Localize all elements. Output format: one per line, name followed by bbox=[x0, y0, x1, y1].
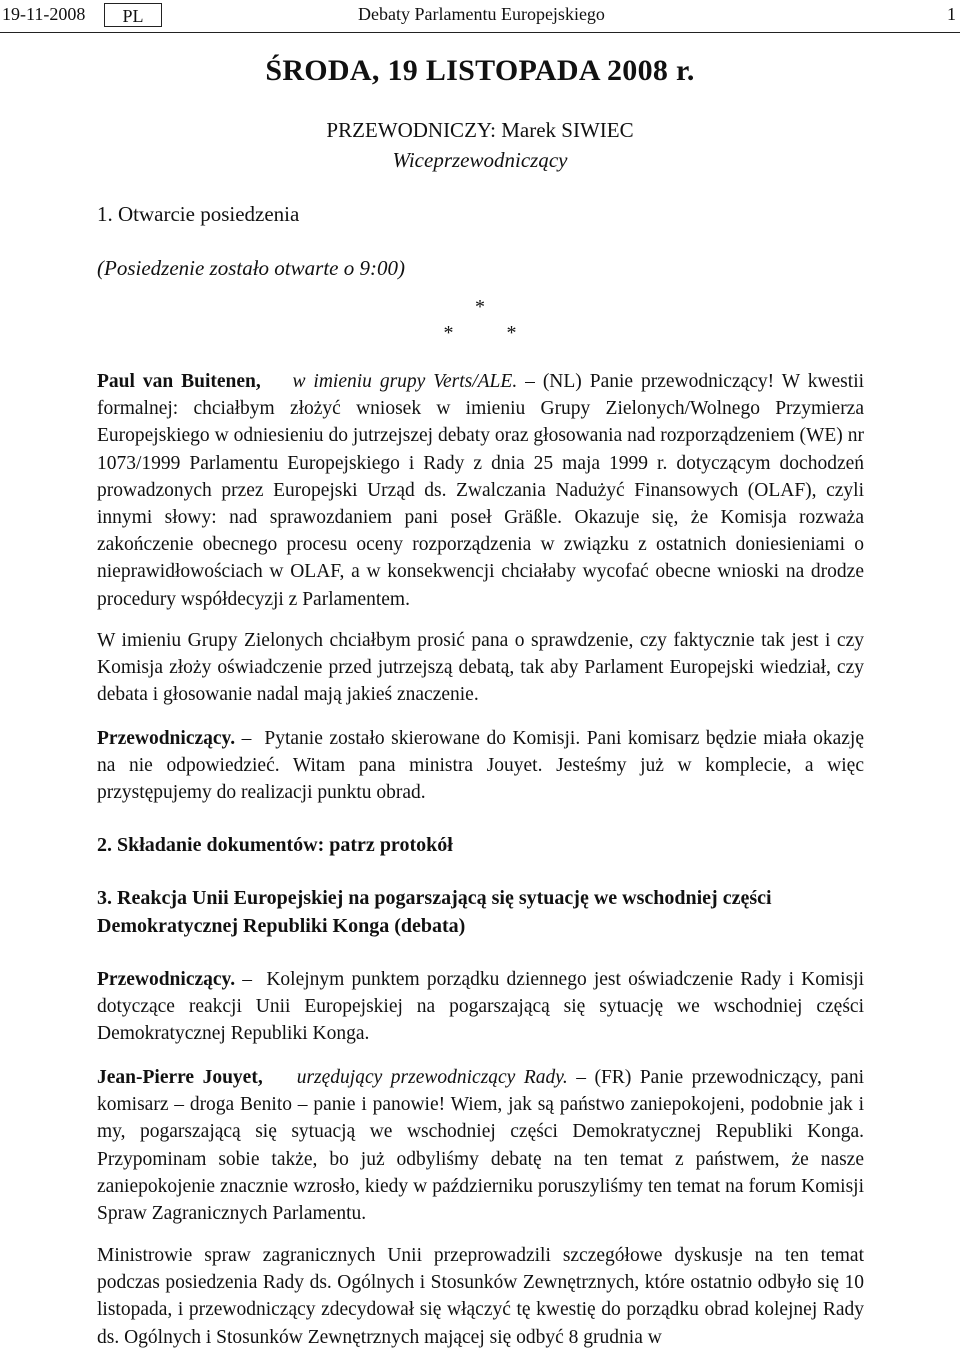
speaker-role: urzędujący przewodniczący Rady. bbox=[296, 1067, 568, 1088]
speech-chair-1 bbox=[97, 725, 864, 807]
language-prefix: – (FR) bbox=[576, 1067, 632, 1088]
agenda-item-2-title: 2. Składanie dokumentów: patrz protokół bbox=[97, 834, 453, 856]
header-divider bbox=[0, 32, 960, 33]
speaker-role: w imieniu grupy Verts/ALE. bbox=[292, 371, 518, 392]
language-prefix: – (NL) bbox=[525, 371, 582, 392]
chair-line: PRZEWODNICZY: Marek SIWIEC bbox=[326, 118, 634, 142]
separator-star-top: * bbox=[475, 296, 485, 318]
speaker-name: Przewodniczący. bbox=[97, 969, 236, 990]
speech-jouyet-continued: Ministrowie spraw zagranicznych Unii przeprowadzili szczegółowe dyskusje na ten temat podczas posiedzenia Rady ds. Ogólnych i Stosunków Zewnętrznych, które ostatnio odbyło się 10 listopada, i przewodniczący zdecydował się włączyć tę kwestię do porządku obrad kolejnej Rady ds. Ogólnych i Stosunków Zewnętrznych mającej się odbyć 8 grudnia w bbox=[97, 1245, 864, 1348]
speech-chair-2 bbox=[97, 966, 864, 1048]
speech-van-buitenen-continued: W imieniu Grupy Zielonych chciałbym prosić pana o sprawdzenie, czy faktycznie tak jest i czy Komisja złoży oświadczenie przed jutrzejszą debatą, tak aby Parlament Europejski wiedział, czy debata i głosowanie nadal mają jakieś znaczenie. bbox=[97, 630, 864, 706]
page-header bbox=[0, 0, 960, 32]
speech-text: Kolejnym punktem porządku dziennego jest oświadczenie Rady i Komisji dotyczące reakcji Unii Europejskiej na pogarszającą się sytuację we wschodniej części Demokratycznej Republiki Konga. bbox=[97, 969, 865, 1045]
language-badge: PL bbox=[104, 3, 162, 27]
speaker-name: Przewodniczący. bbox=[97, 728, 236, 749]
speech-jouyet bbox=[97, 1064, 864, 1227]
header-date: 19-11-2008 bbox=[2, 4, 86, 24]
separator-star-bottom: * * bbox=[443, 322, 541, 344]
speech-van-buitenen bbox=[97, 368, 864, 613]
speaker-name: Paul van Buitenen, bbox=[97, 371, 261, 392]
speech-text: Panie przewodniczący! W kwestii formalnej: chciałbym złożyć wniosek w imieniu Grupy Zielonych/Wolnego Przymierza Europejskiego w odniesieniu do jutrzejszej debaty oraz głosowania nad rozporządzeniem (WE) nr 1073/1999 Parlamentu Europejskiego i Rady z dnia 25 maja 1999 r. dotyczącym dochodzeń prowadzonych przez Europejski Urząd ds. Zwalczania Nadużyć Finansowych (OLAF), czyli innymi słowy: nad sprawozdaniem pani poseł Gräßle. Okazuje się, że Komisja rozważa zakończenie obecnego procesu oceny rozporządzenia w związku z ostatnich doniesieniami o nieprawidłowościach w OLAF, a w konsekwencji chciałaby wycofać obecne wnioski na drodze procedury współdecyzji z Parlamentem. bbox=[97, 371, 865, 610]
agenda-item-3-title: 3. Reakcja Unii Europejskiej na pogarszającą się sytuację we wschodniej części Demokratycznej Republiki Konga (debata) bbox=[97, 887, 772, 937]
speech-text: Pytanie zostało skierowane do Komisji. Pani komisarz będzie miała okazję na nie odpowiedzieć. Witam pana ministra Jouyet. Jesteśmy już w komplecie, a więc przystępujemy do realizacji punktu obrad. bbox=[97, 728, 864, 804]
session-date-heading: ŚRODA, 19 LISTOPADA 2008 r. bbox=[265, 54, 695, 87]
page-number: 1 bbox=[947, 4, 956, 24]
agenda-item-1-title: 1. Otwarcie posiedzenia bbox=[97, 202, 300, 226]
chair-role: Wiceprzewodniczący bbox=[392, 148, 568, 172]
opening-note: (Posiedzenie zostało otwarte o 9:00) bbox=[97, 256, 405, 280]
speech-text: Panie przewodniczący, pani komisarz – droga Benito – panie i panowie! Wiem, jak są państwo zaniepokojeni, podobnie jak i my, pogarszającą się sytuacją we wschodniej części Demokratycznej Republiki Konga. Przypominam sobie także, bo już odbyliśmy debatę na ten temat z państwem, że nasze zaniepokojenie znacznie wzrosło, kiedy w październiku poruszyliśmy ten temat na forum Komisji Spraw Zagranicznych Parlamentu. bbox=[97, 1067, 864, 1225]
publication-title: Debaty Parlamentu Europejskiego bbox=[358, 4, 605, 24]
dash: – bbox=[242, 969, 252, 990]
dash: – bbox=[241, 728, 252, 749]
speaker-name: Jean-Pierre Jouyet, bbox=[97, 1067, 263, 1088]
